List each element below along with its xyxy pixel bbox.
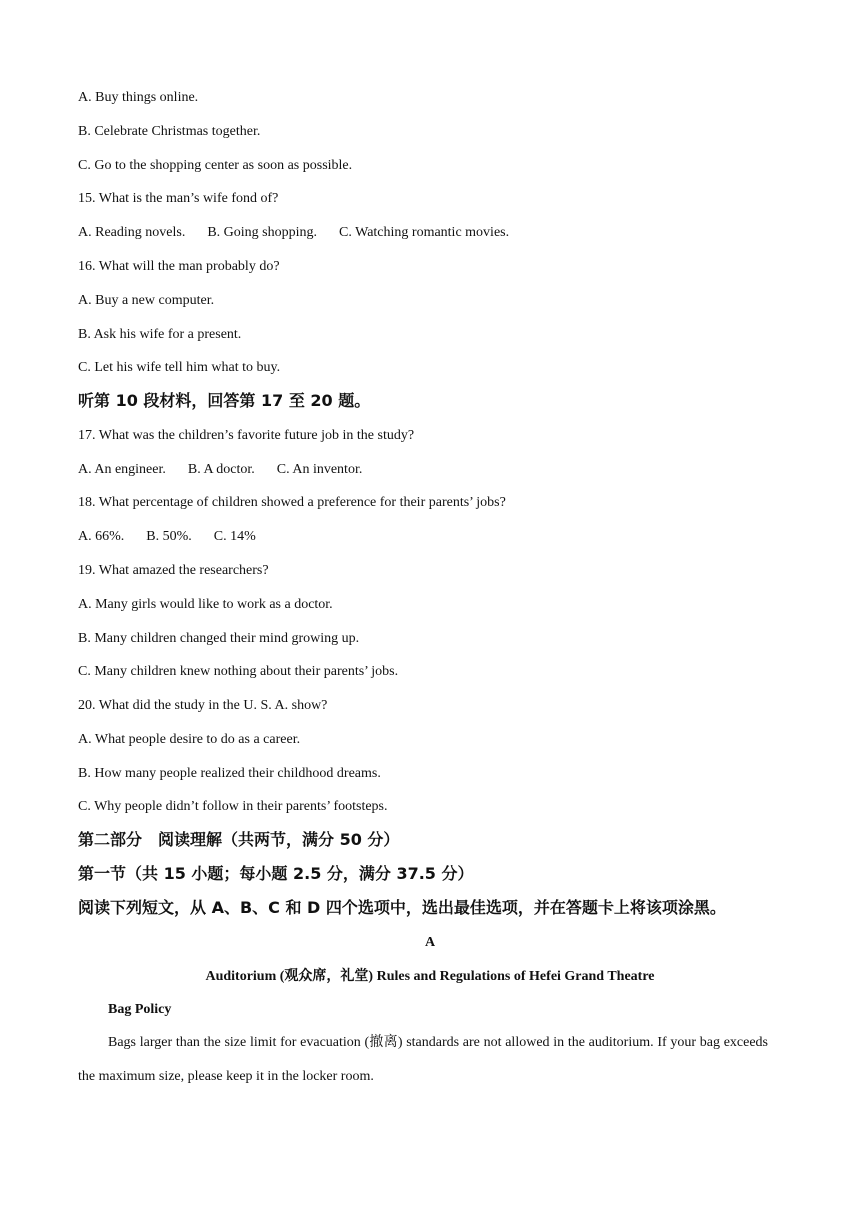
q17-option-c: C. An inventor. [276,462,363,477]
q18-option-c: C. 14% [213,529,256,544]
q16-option-b: B. Ask his wife for a present. [78,327,242,342]
passage-title: Auditorium (观众席，礼堂) Rules and Regulations of Hefei Grand Theatre [205,969,655,984]
section-10-heading: 听第 10 段材料，回答第 17 至 20 题。 [78,391,371,410]
section-1-heading: 第一节（共 15 小题；每小题 2.5 分，满分 37.5 分） [78,864,474,883]
q17-option-b: B. A doctor. [187,462,255,477]
q20-option-c: C. Why people didn’t follow in their parents’ footsteps. [78,799,388,814]
question-17: 17. What was the children’s favorite future job in the study? [78,428,415,443]
question-18: 18. What percentage of children showed a preference for their parents’ jobs? [78,495,506,510]
question-15: 15. What is the man’s wife fond of? [78,191,279,206]
q18-option-b: B. 50%. [146,529,192,544]
q19-option-b: B. Many children changed their mind growing up. [78,631,360,646]
q18-option-a: A. 66%. [78,529,125,544]
q17-options [78,461,362,479]
reading-instruction: 阅读下列短文，从 A、B、C 和 D 四个选项中，选出最佳选项，并在答题卡上将该项涂黑。 [78,898,726,917]
q14-option-c: C. Go to the shopping center as soon as possible. [78,158,353,173]
q18-options [78,528,256,546]
q16-option-a: A. Buy a new computer. [78,293,215,308]
q14-option-a: A. Buy things online. [78,90,199,105]
q20-option-b: B. How many people realized their childhood dreams. [78,766,381,781]
question-19: 19. What amazed the researchers? [78,563,269,578]
question-16: 16. What will the man probably do? [78,259,280,274]
q20-option-a: A. What people desire to do as a career. [78,732,301,747]
question-20: 20. What did the study in the U. S. A. show? [78,698,328,713]
q15-option-c: C. Watching romantic movies. [339,225,510,240]
q15-option-a: A. Reading novels. [78,225,186,240]
q15-option-b: B. Going shopping. [207,225,318,240]
q14-option-b: B. Celebrate Christmas together. [78,124,261,139]
passage-letter: A [424,935,436,950]
part-2-title: 第二部分 阅读理解（共两节，满分 50 分） [78,830,400,849]
q19-option-a: A. Many girls would like to work as a doctor. [78,597,333,612]
q16-option-c: C. Let his wife tell him what to buy. [78,360,281,375]
bag-policy-heading: Bag Policy [108,1002,172,1017]
bag-policy-paragraph: Bags larger than the size limit for evacuation (撤离) standards are not allowed in the auditorium. If your bag exceeds the maximum size, please keep it in the locker room. [78,1035,768,1084]
q15-options [78,224,509,242]
q17-option-a: A. An engineer. [78,462,166,477]
q19-option-c: C. Many children knew nothing about their parents’ jobs. [78,664,399,679]
